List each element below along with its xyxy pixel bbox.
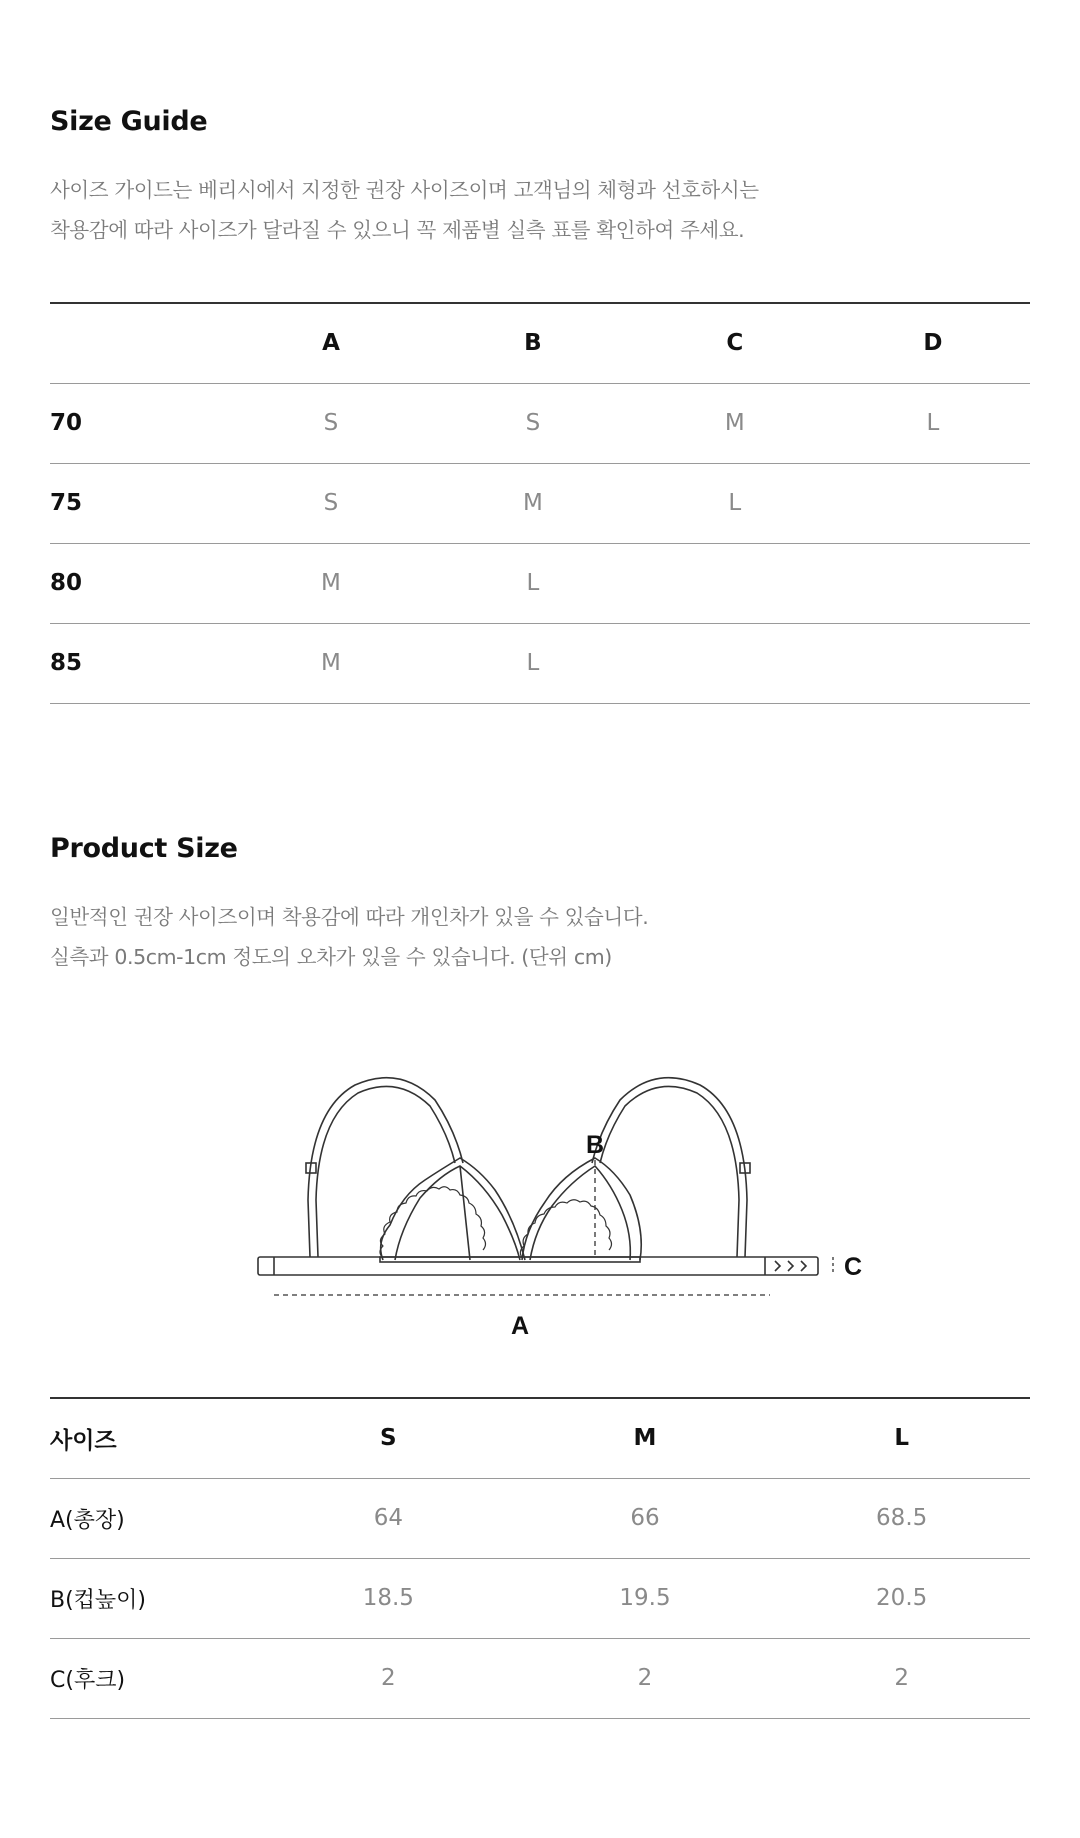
column-header: C xyxy=(726,330,744,357)
table-cell: M xyxy=(724,410,745,436)
header-empty-cell xyxy=(50,303,230,383)
table-cell: L xyxy=(926,410,940,436)
right-strap-line xyxy=(592,1078,747,1257)
table-row xyxy=(50,463,1030,543)
table-cell: 68.5 xyxy=(876,1505,928,1531)
size-guide-table xyxy=(50,302,1030,704)
table-row xyxy=(50,1478,1030,1558)
column-header: A xyxy=(322,330,340,357)
product-size-desc-line: 일반적인 권장 사이즈이며 착용감에 따라 개인차가 있을 수 있습니다. xyxy=(50,905,649,929)
product-size-desc-line: 실측과 0.5cm-1cm 정도의 오차가 있을 수 있습니다. (단위 cm) xyxy=(50,945,612,969)
column-header: B xyxy=(524,330,542,357)
table-cell: M xyxy=(522,490,543,516)
table-row xyxy=(50,623,1030,703)
table-cell: L xyxy=(526,570,540,596)
table-cell: L xyxy=(526,650,540,676)
diagram-label-c: C xyxy=(843,1253,863,1281)
table-cell xyxy=(836,463,1030,543)
table-cell xyxy=(836,623,1030,703)
column-header: M xyxy=(633,1425,657,1452)
table-row xyxy=(50,383,1030,463)
table-row xyxy=(50,543,1030,623)
table-cell: M xyxy=(321,570,341,596)
size-guide-title: Size Guide xyxy=(50,106,208,137)
table-header-row xyxy=(50,1398,1030,1478)
table-cell: M xyxy=(321,650,341,676)
row-label: A(총장) xyxy=(50,1507,125,1533)
table-cell xyxy=(634,623,836,703)
table-row xyxy=(50,1638,1030,1718)
row-label: 70 xyxy=(50,410,83,436)
product-size-title: Product Size xyxy=(50,833,238,864)
left-cup-inner-line xyxy=(395,1166,520,1260)
bra-measurement-diagram xyxy=(240,1030,880,1340)
size-guide-description xyxy=(50,170,759,250)
table-cell: 66 xyxy=(630,1505,660,1531)
table-cell: S xyxy=(323,410,339,436)
table-cell: 2 xyxy=(381,1665,396,1691)
lace-edge xyxy=(380,1187,612,1258)
table-cell: 64 xyxy=(373,1505,403,1531)
diagram-label-b: B xyxy=(585,1131,605,1159)
table-cell: 2 xyxy=(637,1665,653,1691)
left-cup-outline xyxy=(381,1158,525,1260)
product-size-table xyxy=(50,1397,1030,1719)
size-guide-desc-line: 착용감에 따라 사이즈가 달라질 수 있으니 꼭 제품별 실측 표를 확인하여 주세요. xyxy=(50,218,745,242)
table-cell: L xyxy=(728,490,742,516)
product-size-description xyxy=(50,897,648,977)
column-header: S xyxy=(380,1425,397,1452)
table-row xyxy=(50,1558,1030,1638)
row-label: 80 xyxy=(50,570,83,596)
band-center-panel xyxy=(380,1257,640,1262)
row-label: 85 xyxy=(50,650,83,676)
table-cell: 19.5 xyxy=(619,1585,671,1611)
table-cell: 20.5 xyxy=(876,1585,928,1611)
bra-band xyxy=(258,1257,818,1275)
row-label: 75 xyxy=(50,490,83,516)
hook-icon xyxy=(775,1261,780,1271)
right-cup-outline xyxy=(522,1158,641,1260)
table-cell: 18.5 xyxy=(362,1585,414,1611)
row-label: B(컵높이) xyxy=(50,1587,147,1613)
hook-icon xyxy=(801,1261,806,1271)
table-cell: S xyxy=(323,490,339,516)
column-header: D xyxy=(923,330,943,357)
header-size-label: 사이즈 xyxy=(50,1427,117,1454)
left-cup-seam xyxy=(460,1166,470,1260)
diagram-label-a: A xyxy=(510,1312,530,1340)
table-header-row xyxy=(50,303,1030,383)
size-guide-desc-line: 사이즈 가이드는 베리시에서 지정한 권장 사이즈이며 고객님의 체형과 선호하시는 xyxy=(50,178,759,202)
table-cell xyxy=(836,543,1030,623)
column-header: L xyxy=(894,1425,909,1452)
table-cell: 2 xyxy=(894,1665,909,1691)
table-cell xyxy=(634,543,836,623)
hook-icon xyxy=(788,1261,793,1271)
row-label: C(후크) xyxy=(50,1667,126,1693)
table-cell: S xyxy=(525,410,541,436)
right-strap-inner-line xyxy=(600,1086,739,1257)
